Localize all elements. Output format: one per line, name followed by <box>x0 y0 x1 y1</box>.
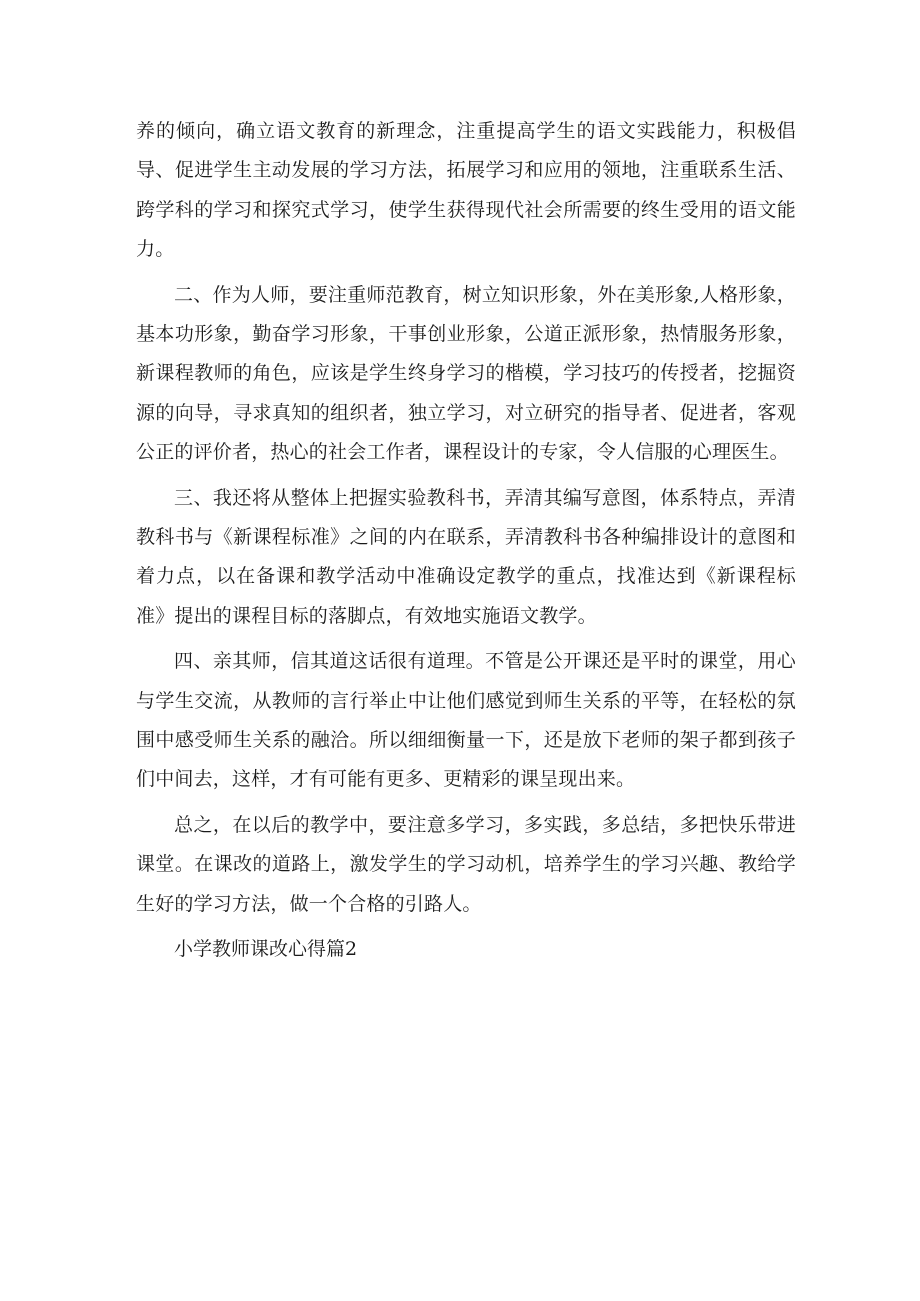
paragraph-continuation: 养的倾向，确立语文教育的新理念，注重提高学生的语文实践能力，积极倡导、促进学生主动发展的学习方法，拓展学习和应用的领地，注重联系生活、跨学科的学习和探究式学习，使学生获得现代社会所需要的终生受用的语文能力。 <box>136 120 796 260</box>
document-page <box>136 112 796 970</box>
paragraph-textbook: 三、我还将从整体上把握实验教科书，弄清其编写意图，体系特点，弄清教科书与《新课程标准》之间的内在联系，弄清教科书各种编排设计的意图和着力点，以在备课和教学活动中准确设定教学的重点，找准达到《新课程标准》提出的课程目标的落脚点，有效地实施语文教学。 <box>136 486 796 627</box>
paragraph-teacher-role: 二、作为人师，要注重师范教育，树立知识形象，外在美形象,人格形象，基本功形象，勤奋学习形象，干事创业形象，公道正派形象，热情服务形象，新课程教师的角色，应该是学生终身学习的楷模，学习技巧的传授者，挖掘资源的向导，寻求真知的组织者，独立学习，对立研究的指导者、促进者，客观公正的评价者，热心的社会工作者，课程设计的专家，令人信服的心理医生。 <box>136 283 796 463</box>
section-heading: 小学教师课改心得篇2 <box>174 938 358 961</box>
paragraph-summary: 总之，在以后的教学中，要注意多学习，多实践，多总结，多把快乐带进课堂。在课改的道路上，激发学生的学习动机，培养学生的学习兴趣、教给学生好的学习方法，做一个合格的引路人。 <box>136 814 796 915</box>
paragraph-relationship: 四、亲其师，信其道这话很有道理。不管是公开课还是平时的课堂，用心与学生交流，从教师的言行举止中让他们感觉到师生关系的平等，在轻松的氛围中感受师生关系的融洽。所以细细衡量一下，还是放下老师的架子都到孩子们中间去，这样，才有可能有更多、更精彩的课呈现出来。 <box>136 650 796 791</box>
